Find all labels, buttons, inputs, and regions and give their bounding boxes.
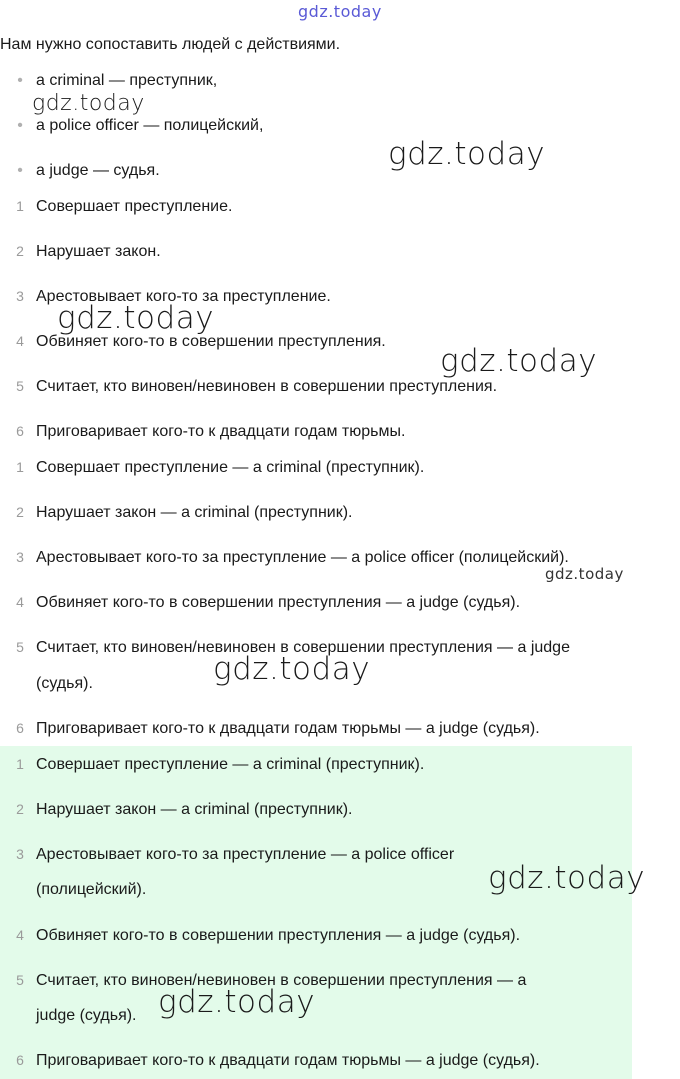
bullet-icon: •: [17, 117, 23, 134]
watermark: gdz.today: [488, 860, 646, 896]
bullet-icon: •: [17, 162, 23, 179]
watermark: gdz.today: [388, 136, 546, 172]
watermark: gdz.today: [298, 2, 382, 21]
watermark: gdz.today: [158, 984, 316, 1020]
watermark: gdz.today: [213, 651, 371, 687]
watermark: gdz.today: [440, 343, 598, 379]
intro-text: Нам нужно сопоставить людей с действиями.: [0, 36, 341, 53]
watermark: gdz.today: [545, 565, 624, 583]
bullet-icon: •: [17, 72, 23, 89]
watermark: gdz.today: [57, 300, 215, 336]
watermark: gdz.today: [32, 91, 145, 116]
